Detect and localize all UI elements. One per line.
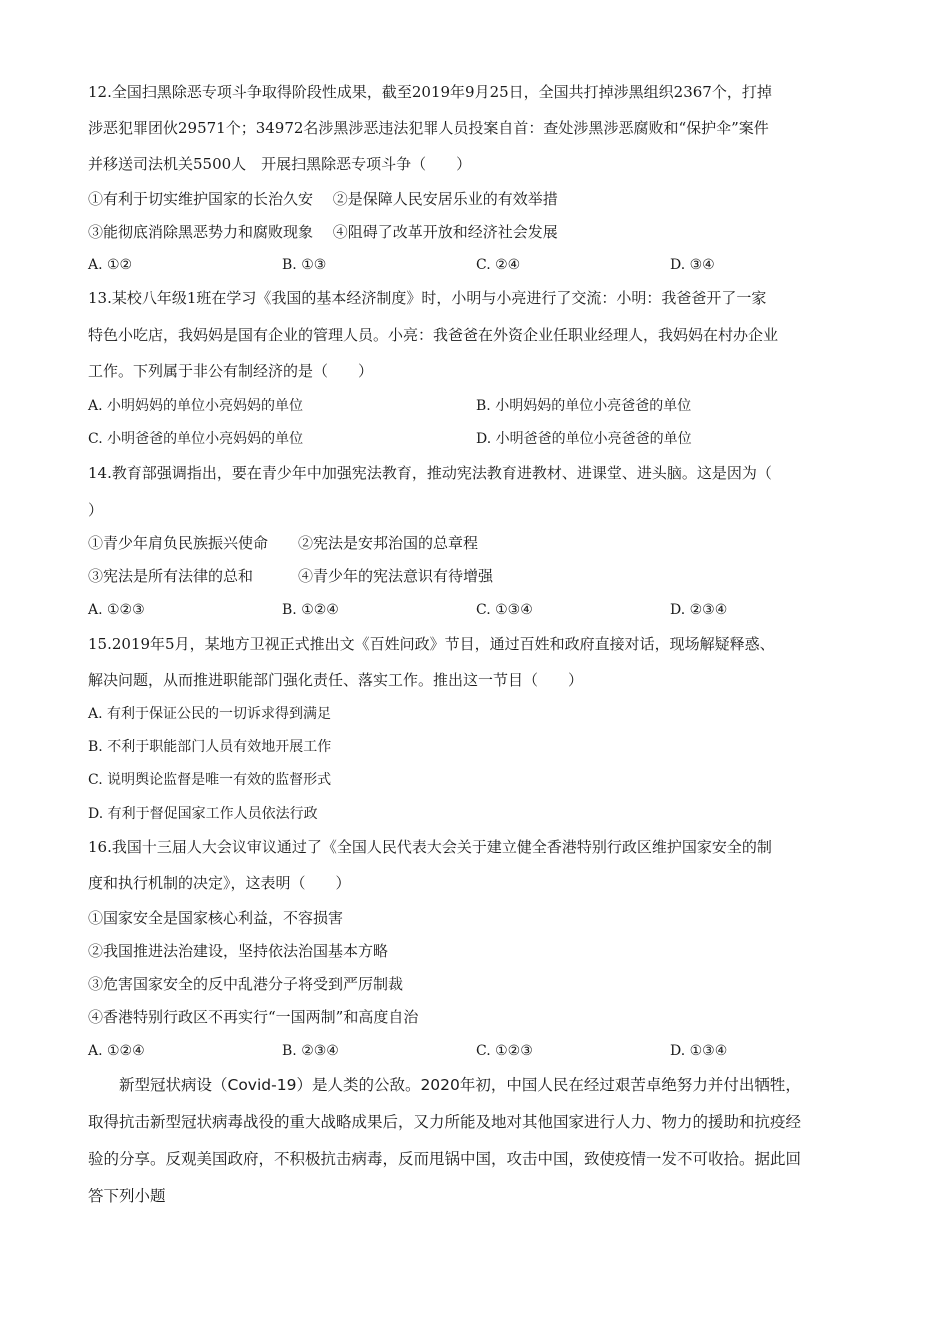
question-12-option-c: C. ②④ xyxy=(476,257,521,273)
question-16-option-d: D. ①③④ xyxy=(670,1043,728,1059)
question-13-option-d: D. 小明爸爸的单位小亮爸爸的单位 xyxy=(476,431,692,447)
question-15-option-a: A. 有利于保证公民的一切诉求得到满足 xyxy=(88,706,332,722)
question-16-statement-3: ③危害国家安全的反中乱港分子将受到严厉制裁 xyxy=(88,975,404,993)
question-13-option-b: B. 小明妈妈的单位小亮爸爸的单位 xyxy=(476,398,692,414)
question-13-line-2: 特色小吃店，我妈妈是国有企业的管理人员。小亮：我爸爸在外资企业任职业经理人，我妈妈在村办企业 xyxy=(88,326,779,344)
question-13-option-a: A. 小明妈妈的单位小亮妈妈的单位 xyxy=(88,398,304,414)
question-12-statement-2: ③能彻底消除黑恶势力和腐败现象 ④阻碍了改革开放和经济社会发展 xyxy=(88,223,558,241)
question-14-option-a: A. ①②③ xyxy=(88,602,145,618)
question-14-statement-2: ③宪法是所有法律的总和 ④青少年的宪法意识有待增强 xyxy=(88,567,494,585)
question-16-option-a: A. ①②④ xyxy=(88,1043,145,1059)
question-13-option-c: C. 小明爸爸的单位小亮妈妈的单位 xyxy=(88,431,304,447)
question-14-line-2: ） xyxy=(88,501,104,519)
question-16-option-c: C. ①②③ xyxy=(476,1043,533,1059)
question-15-line-1: 15.2019年5月，某地方卫视正式推出文《百姓问政》节目，通过百姓和政府直接对话，现场解疑释惑、 xyxy=(88,635,775,653)
question-14-option-b: B. ①②④ xyxy=(282,602,339,618)
question-13-line-3: 工作。下列属于非公有制经济的是（ ） xyxy=(88,362,374,380)
question-16-statement-4: ④香港特别行政区不再实行“一国两制”和高度自治 xyxy=(88,1008,419,1026)
question-14-statement-1: ①青少年肩负民族振兴使命 ②宪法是安邦治国的总章程 xyxy=(88,534,479,552)
question-14-option-c: C. ①③④ xyxy=(476,602,533,618)
question-16-line-1: 16.我国十三届人大会议审议通过了《全国人民代表大会关于建立健全香港特别行政区维护国家安全的制 xyxy=(88,838,772,856)
passage-line-3: 验的分享。反观美国政府，不积极抗击病毒，反而甩锅中国，攻击中国，致使疫情一发不可收拾。据此回 xyxy=(88,1150,802,1168)
question-16-statement-1: ①国家安全是国家核心利益，不容损害 xyxy=(88,909,344,927)
question-15-option-c: C. 说明舆论监督是唯一有效的监督形式 xyxy=(88,772,332,788)
question-12-line-3: 并移送司法机关5500人 开展扫黑除恶专项斗争（ ） xyxy=(88,155,472,173)
question-14-option-d: D. ②③④ xyxy=(670,602,728,618)
question-12-option-b: B. ①③ xyxy=(282,257,327,273)
passage-line-1: 新型冠状病设（Covid-19）是人类的公敌。2020年初，中国人民在经过艰苦卓绝努力并付出牺牲， xyxy=(88,1076,801,1094)
question-15-option-d: D. 有利于督促国家工作人员依法行政 xyxy=(88,806,318,822)
question-14-line-1: 14.教育部强调指出，要在青少年中加强宪法教育，推动宪法教育进教材、进课堂、进头脑。这是因为（ xyxy=(88,464,772,482)
question-12-option-a: A. ①② xyxy=(88,257,133,273)
passage-line-4: 答下列小题 xyxy=(88,1187,166,1205)
question-12-statement-1: ①有利于切实维护国家的长治久安 ②是保障人民安居乐业的有效举措 xyxy=(88,190,558,208)
question-15-line-2: 解决问题，从而推进职能部门强化责任、落实工作。推出这一节目（ ） xyxy=(88,671,584,689)
question-16-option-b: B. ②③④ xyxy=(282,1043,339,1059)
question-12-option-d: D. ③④ xyxy=(670,257,715,273)
question-13-line-1: 13.某校八年级1班在学习《我国的基本经济制度》时，小明与小亮进行了交流：小明：我爸爸开了一家 xyxy=(88,289,767,307)
passage-line-2: 取得抗击新型冠状病毒战役的重大战略成果后，又力所能及地对其他国家进行人力、物力的援助和抗疫经 xyxy=(88,1113,802,1131)
question-12-line-1: 12.全国扫黑除恶专项斗争取得阶段性成果，截至2019年9月25日，全国共打掉涉黑组织2367个，打掉 xyxy=(88,83,772,101)
question-12-line-2: 涉恶犯罪团伙29571个；34972名涉黑涉恶违法犯罪人员投案自首：查处涉黑涉恶腐败和“保护伞”案件 xyxy=(88,119,769,137)
question-15-option-b: B. 不利于职能部门人员有效地开展工作 xyxy=(88,739,332,755)
question-16-line-2: 度和执行机制的决定》，这表明（ ） xyxy=(88,874,351,892)
question-16-statement-2: ②我国推进法治建设，坚持依法治国基本方略 xyxy=(88,942,389,960)
